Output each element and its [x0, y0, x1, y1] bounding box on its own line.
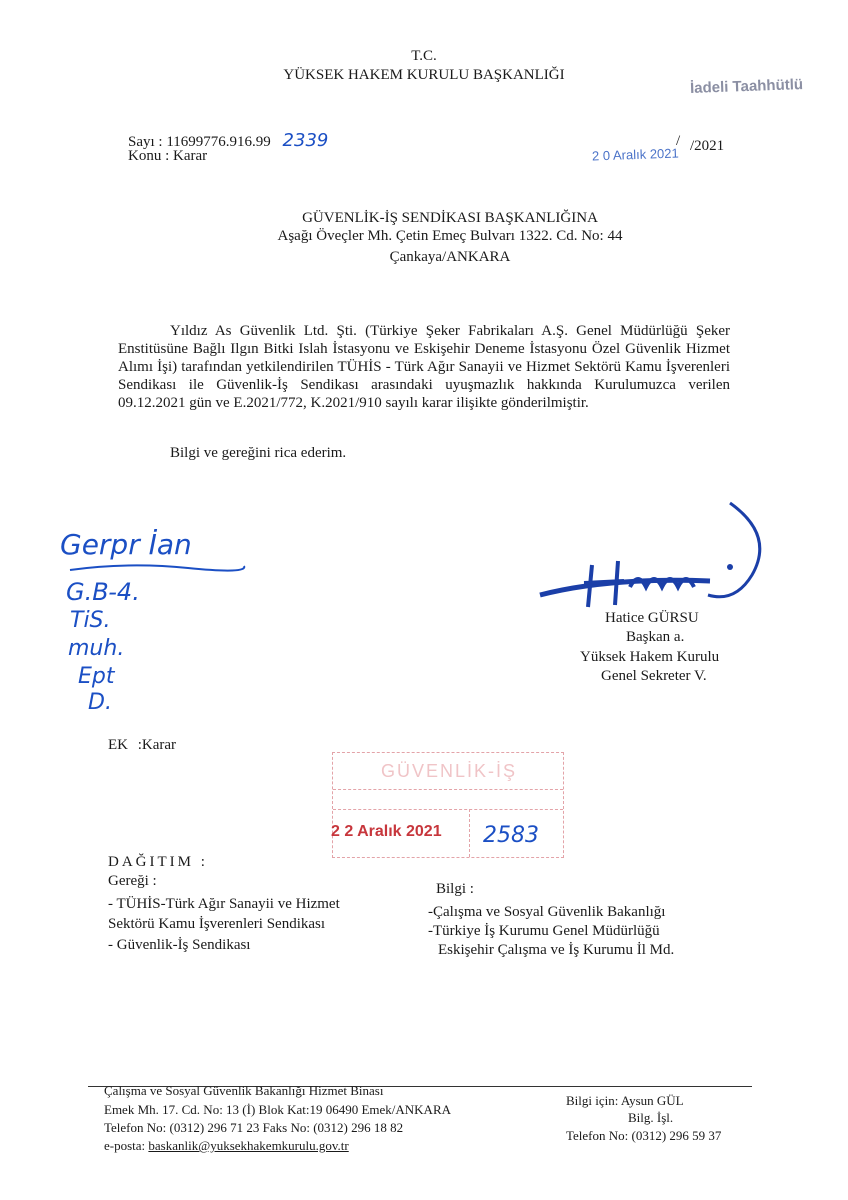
stamp-divider-1: [333, 789, 563, 790]
distribution-gereği-item-2: Sektörü Kamu İşverenleri Sendikası: [108, 916, 326, 932]
stamp-divider-2: [333, 809, 563, 810]
attachment-row: [108, 737, 176, 754]
distribution-bilgi-item-2: -Türkiye İş Kurumu Genel Müdürlüğü: [428, 923, 660, 939]
attachment-label: EK: [108, 737, 128, 753]
distribution-bilgi-item-3: Eskişehir Çalışma ve İş Kurumu İl Md.: [438, 942, 675, 958]
signature-graphic: [520, 495, 770, 620]
sayi-handwritten: 2339: [282, 130, 329, 151]
incoming-stamp-number: 2583: [483, 823, 539, 848]
handwritten-note-1: Gerpr İan: [60, 528, 192, 561]
recipient-city: Çankaya/ANKARA: [389, 249, 511, 265]
handwritten-note-3: TiS.: [70, 608, 111, 633]
header-institution: YÜKSEK HAKEM KURULU BAŞKANLIĞI: [283, 67, 565, 83]
footer-address-1: Çalışma ve Sosyal Güvenlik Bakanlığı Hizmet Binası: [104, 1083, 384, 1098]
handwritten-note-6: D.: [88, 690, 112, 715]
sayi-label: Sayı: [128, 134, 155, 150]
footer-contact-title: Bilg. İşl.: [628, 1110, 674, 1125]
body-paragraph-1: Yıldız As Güvenlik Ltd. Şti. (Türkiye Şeker Fabrikaları A.Ş. Genel Müdürlüğü Şeker Enstitüsüne Bağlı Ilgın Bitki Islah İstasyonu ve Eskişehir Deneme İstasyonu Özel Güvenlik Hizmet Alımı İşi) tarafından yetkilendirilen TÜHİS - Türk Ağır Sanayii ve Hizmet Sektörü Kamu İşverenleri Sendikası ile Güvenlik-İş Sendikası arasındaki uyuşmazlık hakkında Kurulumuzca verilen 09.12.2021 gün ve E.2021/772, K.2021/910 sayılı karar ilişikte gönderilmiştir.: [118, 323, 730, 411]
footer-email-link[interactable]: baskanlik@yuksekhakemkurulu.gov.tr: [148, 1138, 349, 1153]
distribution-gereği-label: Gereği :: [108, 873, 157, 889]
distribution-bilgi-item-1: -Çalışma ve Sosyal Güvenlik Bakanlığı: [428, 904, 666, 920]
date-year: /2021: [690, 138, 725, 154]
footer-contact-name: Bilgi için: Aysun GÜL: [566, 1093, 684, 1108]
recipient-name: GÜVENLİK-İŞ SENDİKASI BAŞKANLIĞINA: [302, 210, 598, 226]
distribution-bilgi-label: Bilgi :: [436, 881, 474, 897]
konu-value: : Karar: [165, 148, 208, 164]
handwritten-note-4: muh.: [68, 636, 125, 661]
footer-email-label: e-posta:: [104, 1138, 146, 1153]
date-stamp: 2 0 Aralık 2021: [591, 145, 679, 164]
signatory-title-1: Başkan a.: [626, 629, 685, 645]
signatory-title-3: Genel Sekreter V.: [601, 668, 707, 684]
date-slash: /: [676, 133, 681, 149]
incoming-stamp-date: 2 2 Aralık 2021: [331, 823, 442, 840]
stamp-divider-vertical: [469, 809, 470, 857]
distribution-title: DAĞITIM :: [108, 854, 208, 870]
signatory-name: Hatice GÜRSU: [605, 610, 699, 626]
footer-phone-fax: Telefon No: (0312) 296 71 23 Faks No: (0312) 296 18 82: [104, 1120, 404, 1135]
handwritten-note-2: G.B-4.: [66, 578, 140, 606]
registered-mail-stamp: İadeli Taahhütlü: [689, 76, 804, 97]
footer-email-row: [104, 1138, 349, 1154]
incoming-stamp-header: GÜVENLİK-İŞ: [381, 761, 518, 781]
incoming-stamp: [332, 752, 564, 858]
sayi-value: : 11699776.916.99: [158, 134, 271, 150]
distribution-gereği-item-1: - TÜHİS-Türk Ağır Sanayii ve Hizmet: [108, 896, 340, 912]
konu-label: Konu: [128, 148, 162, 164]
handwritten-underline: [68, 560, 248, 576]
body-paragraph-2: Bilgi ve gereğini rica ederim.: [170, 445, 347, 461]
signatory-title-2: Yüksek Hakem Kurulu: [580, 649, 720, 665]
konu-row: [128, 148, 207, 165]
distribution-gereği-item-3: - Güvenlik-İş Sendikası: [108, 937, 251, 953]
recipient-address: Aşağı Öveçler Mh. Çetin Emeç Bulvarı 1322. Cd. No: 44: [277, 228, 623, 244]
handwritten-note-5: Ept: [78, 664, 115, 689]
footer-address-2: Emek Mh. 17. Cd. No: 13 (İ) Blok Kat:19 06490 Emek/ANKARA: [104, 1102, 452, 1117]
footer-contact-phone: Telefon No: (0312) 296 59 37: [566, 1128, 722, 1143]
header-tc: T.C.: [411, 48, 437, 64]
attachment-value: :Karar: [137, 737, 177, 753]
